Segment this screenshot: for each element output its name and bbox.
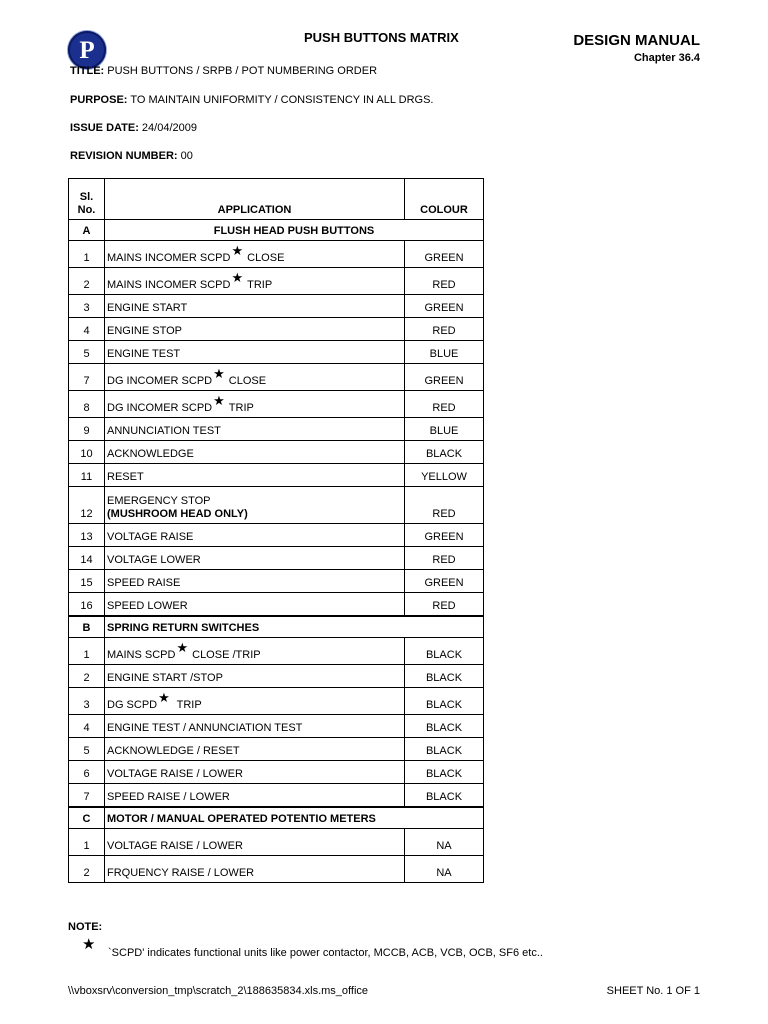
asterisk-icon: ★ [158, 690, 170, 705]
meta-purpose-value: TO MAINTAIN UNIFORMITY / CONSISTENCY IN ALL DRGS. [130, 94, 434, 106]
cell-application [105, 547, 405, 570]
cell-sl-no: B [69, 616, 105, 638]
application-text: VOLTAGE RAISE / LOWER [107, 768, 243, 780]
cell-sl-no: 8 [69, 391, 105, 418]
cell-colour: RED [405, 593, 484, 617]
table-row [69, 784, 484, 808]
note-label: NOTE: [68, 921, 103, 933]
asterisk-icon: ★ [176, 640, 189, 655]
cell-sl-no: 11 [69, 464, 105, 487]
application-text: ANNUNCIATION TEST [107, 425, 221, 437]
table-row [69, 761, 484, 784]
note-star-icon: ★ [82, 936, 96, 953]
application-text: VOLTAGE LOWER [107, 554, 201, 566]
application-text: VOLTAGE RAISE / LOWER [107, 840, 243, 852]
header-sl-no: Sl. No. [69, 179, 105, 220]
cell-sl-no: 3 [69, 295, 105, 318]
cell-sl-no: 5 [69, 738, 105, 761]
asterisk-icon: ★ [213, 393, 225, 408]
cell-application [105, 391, 405, 418]
application-text: ENGINE START [107, 302, 188, 314]
cell-application [105, 295, 405, 318]
cell-colour: BLACK [405, 715, 484, 738]
application-text: DG INCOMER SCPD [107, 375, 213, 387]
cell-colour: GREEN [405, 570, 484, 593]
cell-sl-no: 5 [69, 341, 105, 364]
logo-letter: P [79, 36, 95, 64]
cell-application [105, 464, 405, 487]
application-text: MAINS SCPD [107, 649, 176, 661]
cell-colour: GREEN [405, 241, 484, 268]
cell-application [105, 715, 405, 738]
chapter-number: Chapter 36.4 [633, 52, 700, 64]
table-row [69, 241, 484, 268]
section-row [69, 616, 484, 638]
table-row [69, 665, 484, 688]
application-text: ENGINE TEST / ANNUNCIATION TEST [107, 722, 303, 734]
cell-section-title [105, 807, 484, 829]
cell-sl-no: 7 [69, 784, 105, 808]
cell-application [105, 524, 405, 547]
table-row [69, 715, 484, 738]
cell-application [105, 665, 405, 688]
cell-sl-no: 2 [69, 268, 105, 295]
table-row [69, 441, 484, 464]
application-text: DG SCPD [107, 699, 158, 711]
table-row [69, 464, 484, 487]
section-row [69, 220, 484, 241]
document-title: PUSH BUTTONS MATRIX [304, 30, 459, 45]
note-text: `SCPD' indicates functional units like power contactor, MCCB, ACB, VCB, OCB, SF6 etc.. [108, 947, 543, 959]
application-suffix: CLOSE [228, 375, 267, 387]
table-row [69, 391, 484, 418]
cell-sl-no: 1 [69, 638, 105, 665]
footer-sheet-number: SHEET No. 1 OF 1 [606, 985, 700, 997]
application-subtext: (MUSHROOM HEAD ONLY) [107, 508, 248, 520]
table-row [69, 547, 484, 570]
manual-title: DESIGN MANUAL [573, 32, 700, 49]
application-text: FRQUENCY RAISE / LOWER [107, 867, 255, 879]
company-logo [68, 31, 106, 69]
push-buttons-table [68, 178, 484, 883]
cell-sl-no: 3 [69, 688, 105, 715]
cell-colour: RED [405, 391, 484, 418]
cell-sl-no: 6 [69, 761, 105, 784]
cell-sl-no: 2 [69, 665, 105, 688]
table-row [69, 418, 484, 441]
meta-purpose [70, 94, 433, 106]
cell-application [105, 856, 405, 883]
cell-sl-no: 1 [69, 241, 105, 268]
cell-colour: BLACK [405, 441, 484, 464]
application-text: ENGINE START /STOP [107, 672, 223, 684]
cell-application [105, 241, 405, 268]
application-text: SPEED RAISE [107, 577, 181, 589]
cell-section-title [105, 616, 484, 638]
cell-colour: BLUE [405, 341, 484, 364]
cell-colour: BLACK [405, 688, 484, 715]
cell-application [105, 738, 405, 761]
cell-colour: RED [405, 487, 484, 524]
cell-application [105, 318, 405, 341]
application-text: ACKNOWLEDGE [107, 448, 194, 460]
application-text: MAINS INCOMER SCPD [107, 252, 231, 264]
meta-revision [70, 150, 193, 162]
table-row [69, 295, 484, 318]
application-text: ENGINE STOP [107, 325, 182, 337]
meta-revision-value: 00 [180, 150, 193, 162]
cell-application [105, 784, 405, 808]
table-row [69, 318, 484, 341]
meta-title-value: PUSH BUTTONS / SRPB / POT NUMBERING ORDER [107, 65, 378, 77]
cell-sl-no: 9 [69, 418, 105, 441]
table-row [69, 829, 484, 856]
table-row [69, 688, 484, 715]
application-suffix: CLOSE /TRIP [192, 649, 261, 661]
meta-issue-label: ISSUE DATE: [70, 122, 139, 134]
table-row [69, 268, 484, 295]
meta-issue-value: 24/04/2009 [141, 122, 197, 134]
meta-purpose-label: PURPOSE: [70, 94, 128, 106]
application-suffix: TRIP [173, 699, 202, 711]
cell-colour: RED [405, 268, 484, 295]
cell-colour: GREEN [405, 295, 484, 318]
meta-title-label: TITLE: [70, 65, 105, 77]
cell-application [105, 593, 405, 617]
cell-application [105, 441, 405, 464]
cell-application [105, 688, 405, 715]
cell-section-title [105, 220, 484, 241]
table-row [69, 593, 484, 617]
cell-sl-no: 16 [69, 593, 105, 617]
cell-sl-no: 15 [69, 570, 105, 593]
application-text: EMERGENCY STOP [107, 495, 211, 507]
application-text: DG INCOMER SCPD [107, 402, 213, 414]
cell-sl-no: 7 [69, 364, 105, 391]
cell-colour: BLACK [405, 665, 484, 688]
cell-colour: NA [405, 856, 484, 883]
cell-colour: BLUE [405, 418, 484, 441]
application-text: RESET [107, 471, 144, 483]
cell-colour: BLACK [405, 784, 484, 808]
header-application: APPLICATION [105, 179, 405, 220]
cell-sl-no: 2 [69, 856, 105, 883]
cell-application [105, 268, 405, 295]
cell-colour: GREEN [405, 364, 484, 391]
application-suffix: CLOSE [247, 252, 285, 264]
application-text: VOLTAGE RAISE [107, 531, 194, 543]
meta-revision-label: REVISION NUMBER: [70, 150, 178, 162]
cell-colour: GREEN [405, 524, 484, 547]
cell-sl-no: 4 [69, 318, 105, 341]
cell-colour: BLACK [405, 738, 484, 761]
application-text: MAINS INCOMER SCPD [107, 279, 231, 291]
table-row [69, 638, 484, 665]
application-suffix: TRIP [228, 402, 254, 414]
cell-colour: RED [405, 318, 484, 341]
cell-sl-no: 10 [69, 441, 105, 464]
cell-application [105, 761, 405, 784]
cell-colour: YELLOW [405, 464, 484, 487]
table-row [69, 570, 484, 593]
section-row [69, 807, 484, 829]
table-header-row [69, 179, 484, 220]
table-row [69, 856, 484, 883]
meta-title [70, 65, 377, 77]
meta-issue-date [70, 122, 197, 134]
cell-application [105, 364, 405, 391]
cell-application [105, 829, 405, 856]
cell-application [105, 418, 405, 441]
table-row [69, 487, 484, 524]
cell-colour: BLACK [405, 638, 484, 665]
cell-colour: BLACK [405, 761, 484, 784]
table-row [69, 364, 484, 391]
cell-application [105, 487, 405, 524]
table-body [69, 220, 484, 883]
application-text: MOTOR / MANUAL OPERATED POTENTIO METERS [107, 813, 376, 825]
table-row [69, 738, 484, 761]
application-text: ACKNOWLEDGE / RESET [107, 745, 240, 757]
cell-application [105, 570, 405, 593]
application-text: ENGINE TEST [107, 348, 181, 360]
cell-sl-no: 1 [69, 829, 105, 856]
cell-colour: RED [405, 547, 484, 570]
table-row [69, 341, 484, 364]
application-text: SPEED LOWER [107, 600, 188, 612]
cell-sl-no: 14 [69, 547, 105, 570]
cell-sl-no: 12 [69, 487, 105, 524]
application-text: SPEED RAISE / LOWER [107, 791, 230, 803]
asterisk-icon: ★ [231, 270, 244, 285]
asterisk-icon: ★ [231, 243, 244, 258]
application-suffix: TRIP [247, 279, 273, 291]
cell-sl-no: 4 [69, 715, 105, 738]
application-text: SPRING RETURN SWITCHES [107, 622, 260, 634]
cell-application [105, 341, 405, 364]
footer-file-path: \\vboxsrv\conversion_tmp\scratch_2\188635834.xls.ms_office [68, 985, 369, 997]
application-text: FLUSH HEAD PUSH BUTTONS [213, 225, 375, 237]
cell-colour: NA [405, 829, 484, 856]
cell-sl-no: A [69, 220, 105, 241]
cell-sl-no: C [69, 807, 105, 829]
cell-sl-no: 13 [69, 524, 105, 547]
cell-application [105, 638, 405, 665]
header-colour: COLOUR [405, 179, 484, 220]
table-row [69, 524, 484, 547]
asterisk-icon: ★ [213, 366, 225, 381]
